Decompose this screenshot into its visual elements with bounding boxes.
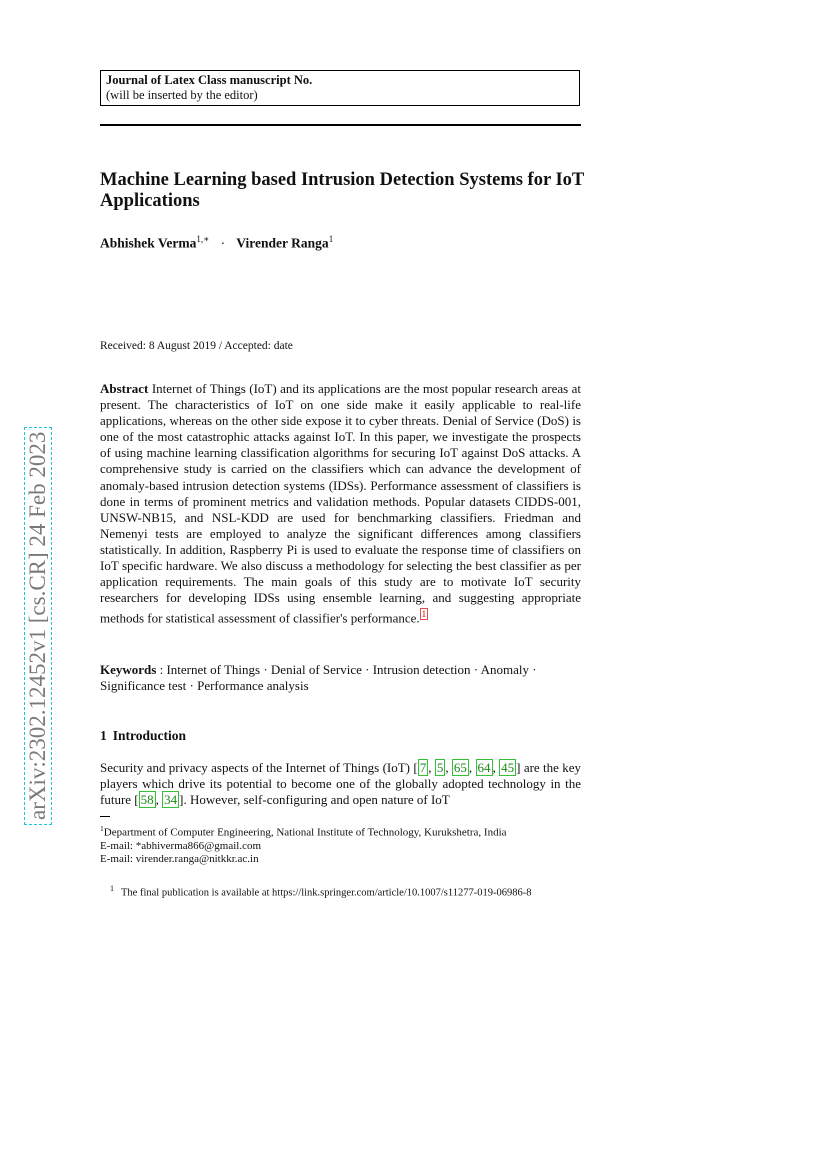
journal-header-box [100,70,580,106]
header-rule [100,124,581,126]
paper-title: Machine Learning based Intrusion Detection Systems for IoT Applications [100,170,584,211]
affiliation-block [100,822,507,867]
abstract-label: Abstract [100,381,149,396]
footnote [100,882,581,900]
citation-link[interactable]: 45 [501,760,515,775]
citation-link[interactable]: 34 [164,792,178,808]
author-name: Abhishek Verma [100,235,197,251]
section-title: Introduction [112,728,187,743]
keywords-label: Keywords [100,662,157,677]
author-list [100,234,333,252]
author-name: Virender Ranga [236,235,329,251]
author-separator: · [220,235,226,251]
intro-paragraph: Security and privacy aspects of the Internet of Things (IoT) [ 7 , 5 , 65 , 64 , 45 ] are the key players which drive its potential to become one of the globally adopted technology in the future [ 58 , 34 ]. However, self-configuring and open nature of IoT [100,760,582,808]
keywords-text: : Internet of Things · Denial of Service · Intrusion detection · Anomaly · Significance test · Performance analysis [100,662,537,694]
footnote-number: 1 [110,884,114,893]
journal-note: (will be inserted by the editor) [106,88,258,102]
intro-text: . However, self-configuring and open nature of IoT [183,792,450,808]
citation-link[interactable]: 65 [453,760,467,775]
affil-email: E-mail: *abhiverma866@gmail.com [100,840,262,853]
affil-department: Department of Computer Engineering, National Institute of Technology, Kurukshetra, India [103,826,507,839]
abstract-text: Internet of Things (IoT) and its applications are the most popular research areas at present. The characteristics of IoT on one side make it easily applicable to real-life applications, whereas on the other side expose it to cyber threats. Denial of Service (DoS) is one of the most catastrophic attacks against IoT. In this paper, we investigate the prospects of using machine learning classification algorithms for securing IoT against DoS attacks. A comprehensive study is carried on the classifiers which can advance the development of anomaly-based intrusion detection systems (IDSs). Performance assessment of classifiers is done in terms of prominent metrics and validation methods. Popular datasets CIDDS-001, UNSW-NB15, and NSL-KDD are used for benchmarking classifiers. Friedman and Nemenyi tests are employed to analyze the significant differences among classifiers statistically. In addition, Raspberry Pi is used to evaluate the response time of classifiers on IoT specific hardware. We also discuss a methodology for selecting the best classifier as per application requirements. The main goals of this study are to motivate IoT security researchers for developing IDSs using ensemble learning, and suggesting appropriate methods for statistical assessment of classifier's performance. [100,381,581,626]
section-number: 1 [100,728,107,743]
intro-text: are the key players which drive its potential to become one of the globally adopted technology in the future [100,760,582,808]
citation-link[interactable]: 5 [436,760,444,775]
author-affil-mark: 1,∗ [196,234,210,244]
abstract [100,381,581,627]
citation-link[interactable]: 58 [140,792,154,808]
journal-title: Journal of Latex Class manuscript No. [106,73,313,87]
section-heading [100,728,186,744]
footnote-text: The final publication is available at https://link.springer.com/article/10.1007/s11277-019-06986-8 [121,887,532,899]
citation-link[interactable]: 7 [419,760,427,775]
affil-email: E-mail: virender.ranga@nitkkr.ac.in [100,853,259,866]
received-date: Received: 8 August 2019 / Accepted: date [100,340,293,352]
footnote-rule [100,816,110,817]
arxiv-stamp[interactable]: arXiv:2302.12452v1 [cs.CR] 24 Feb 2023 [24,427,52,825]
affil-number: 1 [100,824,104,833]
intro-text: Security and privacy aspects of the Internet of Things (IoT) [100,760,414,775]
citation-link[interactable]: 64 [477,760,491,775]
author-affil-mark: 1 [328,234,334,244]
footnote-link[interactable]: 1 [421,609,427,620]
keywords [100,662,581,695]
